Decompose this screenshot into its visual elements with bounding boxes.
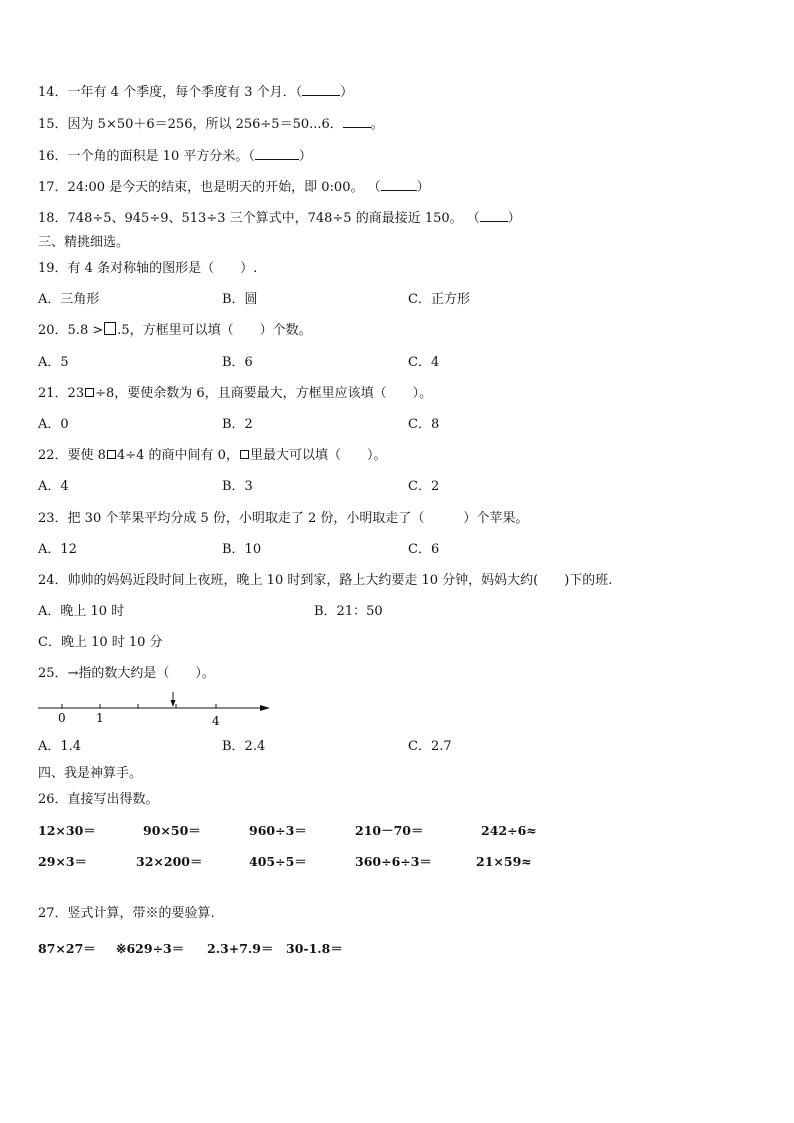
answer-blank[interactable] (343, 114, 371, 128)
option-a[interactable]: A．4 (38, 479, 69, 494)
tick-label-0: 0 (58, 711, 66, 725)
question-18: 18．748÷5、945÷9、513÷3 三个算式中，748÷5 的商最接近 150。 （ ） (38, 208, 521, 228)
option-a[interactable]: A．0 (38, 417, 69, 432)
box-placeholder (85, 388, 94, 397)
box-placeholder (104, 322, 116, 335)
calc-item: 12×30＝ (38, 823, 96, 838)
question-16: 16．一个角的面积是 10 平方分米。（ ） (38, 146, 312, 166)
option-a[interactable]: A．三角形 (38, 292, 100, 307)
question-text: 15．因为 5×50＋6＝256，所以 256÷5＝50...6． (38, 117, 343, 132)
calc-item: 960÷3＝ (249, 823, 307, 838)
calc-item: 2.3+7.9＝ (207, 941, 274, 956)
option-a[interactable]: A．晚上 10 时 (38, 604, 125, 619)
option-a[interactable]: A．1.4 (38, 739, 82, 754)
box-placeholder (107, 450, 116, 459)
calc-item: 405÷5＝ (249, 854, 307, 869)
calc-item: 32×200＝ (136, 854, 203, 869)
answer-blank[interactable] (381, 177, 417, 191)
tick-label-4: 4 (212, 714, 220, 728)
option-a[interactable]: A．12 (38, 542, 77, 557)
option-c[interactable]: C．2 (408, 479, 440, 494)
question-22-stem: 22．要使 8 4÷4 的商中间有 0， 里最大可以填（ ）。 (38, 448, 387, 463)
number-line (36, 690, 276, 730)
option-c[interactable]: C．6 (408, 542, 440, 557)
question-text: 16．一个角的面积是 10 平方分米。（ (38, 149, 255, 164)
question-20-stem: 20．5.8 > .5，方框里可以填（ ）个数。 (38, 323, 312, 338)
calc-item: 30-1.8＝ (286, 941, 343, 956)
question-17: 17．24:00 是今天的结束，也是明天的开始，即 0:00。 （ ） (38, 177, 430, 197)
question-27-stem: 27．竖式计算，带※的要验算. (38, 906, 215, 921)
calc-item: ※629÷3＝ (116, 941, 185, 956)
calc-item: 210－70＝ (355, 823, 424, 838)
calc-item: 87×27＝ (38, 941, 96, 956)
question-26-stem: 26．直接写出得数。 (38, 792, 159, 807)
question-14: 14．一年有 4 个季度，每个季度有 3 个月．（ ） (38, 82, 353, 102)
option-c[interactable]: C．2.7 (408, 739, 452, 754)
calc-item: 21×59≈ (476, 854, 532, 869)
option-b[interactable]: B．圆 (222, 292, 258, 307)
question-23-stem: 23．把 30 个苹果平均分成 5 份，小明取走了 2 份，小明取走了（ ）个苹果。 (38, 511, 529, 526)
calc-item: 360÷6÷3＝ (355, 854, 432, 869)
calc-item: 90×50＝ (143, 823, 201, 838)
question-text: 18．748÷5、945÷9、513÷3 三个算式中，748÷5 的商最接近 150。 （ (38, 211, 480, 226)
question-24-stem: 24．帅帅的妈妈近段时间上夜班，晚上 10 时到家，路上大约要走 10 分钟，妈妈大约( )下的班. (38, 573, 613, 588)
option-a[interactable]: A．5 (38, 355, 69, 370)
question-19-stem: 19．有 4 条对称轴的图形是（ ）. (38, 261, 258, 276)
box-placeholder (240, 450, 249, 459)
section-heading-3: 三、精挑细选。 (38, 235, 130, 250)
question-text: 14．一年有 4 个季度，每个季度有 3 个月．（ (38, 85, 303, 100)
option-c[interactable]: C．晚上 10 时 10 分 (38, 635, 163, 650)
option-c[interactable]: C．4 (408, 355, 440, 370)
section-heading-4: 四、我是神算手。 (38, 766, 143, 781)
answer-blank[interactable] (255, 146, 299, 160)
option-c[interactable]: C．8 (408, 417, 440, 432)
calc-item: 29×3＝ (38, 854, 88, 869)
option-b[interactable]: B．2.4 (222, 739, 266, 754)
question-15: 15．因为 5×50＋6＝256，所以 256÷5＝50...6． 。 (38, 114, 384, 134)
question-text: 17．24:00 是今天的结束，也是明天的开始，即 0:00。 （ (38, 180, 381, 195)
axis-arrowhead (260, 705, 270, 711)
option-b[interactable]: B．3 (222, 479, 253, 494)
option-b[interactable]: B．21：50 (314, 604, 383, 619)
option-b[interactable]: B．6 (222, 355, 253, 370)
option-b[interactable]: B．10 (222, 542, 262, 557)
option-c[interactable]: C．正方形 (408, 292, 470, 307)
question-25-stem: 25．→指的数大约是（ ）。 (38, 666, 215, 681)
answer-blank[interactable] (302, 82, 340, 96)
calc-item: 242÷6≈ (481, 823, 537, 838)
question-21-stem: 21．23 ÷8，要使余数为 6，且商要最大，方框里应该填（ ）。 (38, 386, 433, 401)
option-b[interactable]: B．2 (222, 417, 253, 432)
tick-label-1: 1 (96, 711, 104, 725)
pointer-arrowhead (171, 700, 176, 707)
answer-blank[interactable] (480, 208, 508, 222)
